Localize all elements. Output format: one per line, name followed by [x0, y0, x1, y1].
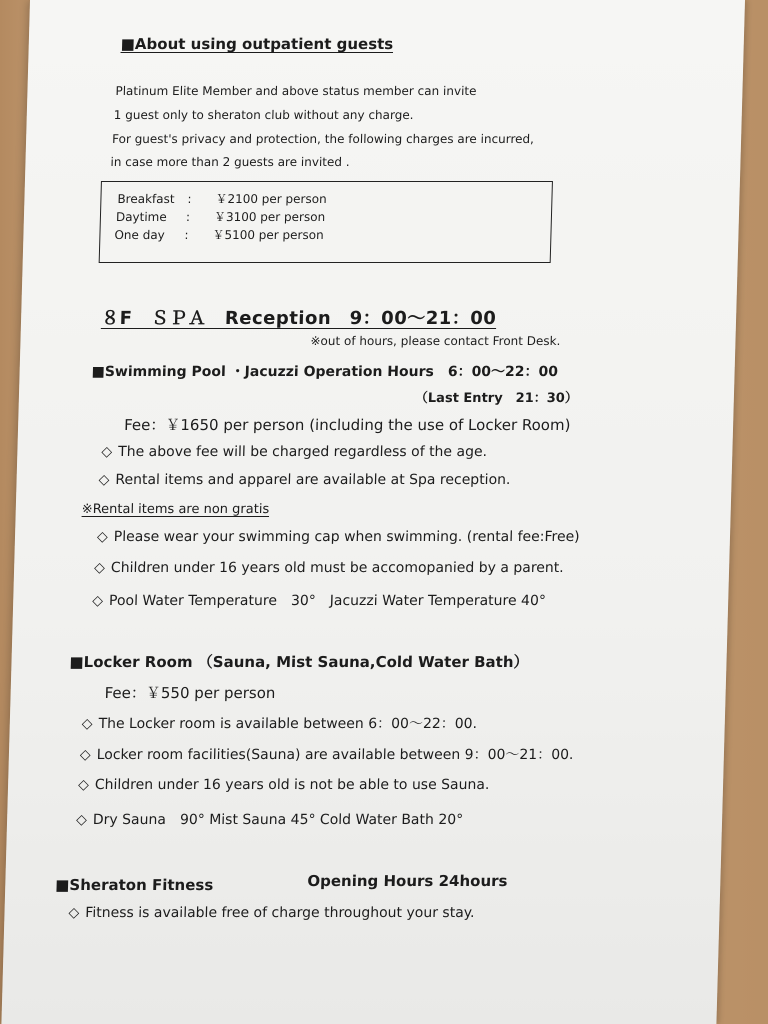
outpatient-heading: ■About using outpatient guests [120, 35, 394, 53]
spa-out-of-hours-note: ※out of hours, please contact Front Desk. [310, 334, 561, 348]
fitness-opening-hours: Opening Hours 24hours [307, 872, 508, 890]
pool-item-rental: ◇ Rental items and apparel are available at Spa reception. [98, 472, 510, 488]
price-label: Daytime [115, 210, 167, 224]
fitness-heading: ■Sheraton Fitness [55, 876, 214, 894]
pool-heading: ■Swimming Pool ・Jacuzzi Operation Hours 6：00～22：00 [91, 364, 559, 380]
notice-paper [1, 0, 745, 1024]
price-label: One day [114, 228, 165, 242]
locker-item-hours: ◇ The Locker room is available between 6：00～22：00. [82, 713, 478, 733]
pool-item-age: ◇ The above fee will be charged regardless of the age. [101, 444, 487, 460]
outpatient-line-1: Platinum Elite Member and above status member can invite [115, 84, 477, 98]
price-colon: : [187, 192, 192, 206]
locker-heading: ■Locker Room （Sauna, Mist Sauna,Cold Water Bath） [69, 653, 529, 671]
price-label: Breakfast [117, 192, 175, 206]
outpatient-line-3: For guest's privacy and protection, the following charges are incurred, [111, 132, 535, 146]
outpatient-line-2: 1 guest only to sheraton club without any charge. [113, 108, 414, 122]
price-colon: : [184, 228, 189, 242]
price-row-daytime [116, 208, 326, 225]
price-table-box [99, 181, 553, 263]
pool-fee: Fee：￥1650 per person (including the use of Locker Room) [123, 416, 571, 434]
price-row-one-day [114, 226, 324, 243]
price-value: ￥3100 per person [213, 210, 326, 224]
price-value: ￥2100 per person [215, 192, 327, 206]
rental-non-gratis-note: ※Rental items are non gratis [81, 502, 270, 517]
locker-fee: Fee：￥550 per person [104, 684, 276, 702]
outpatient-line-4: in case more than 2 guests are invited . [110, 155, 350, 169]
pool-last-entry: （Last Entry 21：30） [414, 391, 579, 406]
fitness-item-free: ◇ Fitness is available free of charge throughout your stay. [68, 905, 474, 921]
price-row-breakfast [117, 190, 327, 207]
locker-item-children-sauna: ◇ Children under 16 years old is not be able to use Sauna. [78, 777, 490, 793]
price-value: ￥5100 per person [212, 228, 324, 242]
spa-reception-title: ８F ＳＰＡ Reception 9：00～21：00 [100, 308, 497, 329]
pool-item-children: ◇ Children under 16 years old must be accomopanied by a parent. [94, 560, 564, 576]
price-colon: : [185, 210, 191, 224]
locker-item-sauna-hours: ◇ Locker room facilities(Sauna) are available between 9：00～21：00. [80, 744, 574, 764]
pool-item-temperature: ◇ Pool Water Temperature 30° Jacuzzi Water Temperature 40° [92, 590, 546, 610]
pool-item-swim-cap: ◇ Please wear your swimming cap when swimming. (rental fee:Free) [97, 529, 580, 545]
locker-item-temperatures: ◇ Dry Sauna 90° Mist Sauna 45° Cold Water Bath 20° [76, 809, 464, 829]
